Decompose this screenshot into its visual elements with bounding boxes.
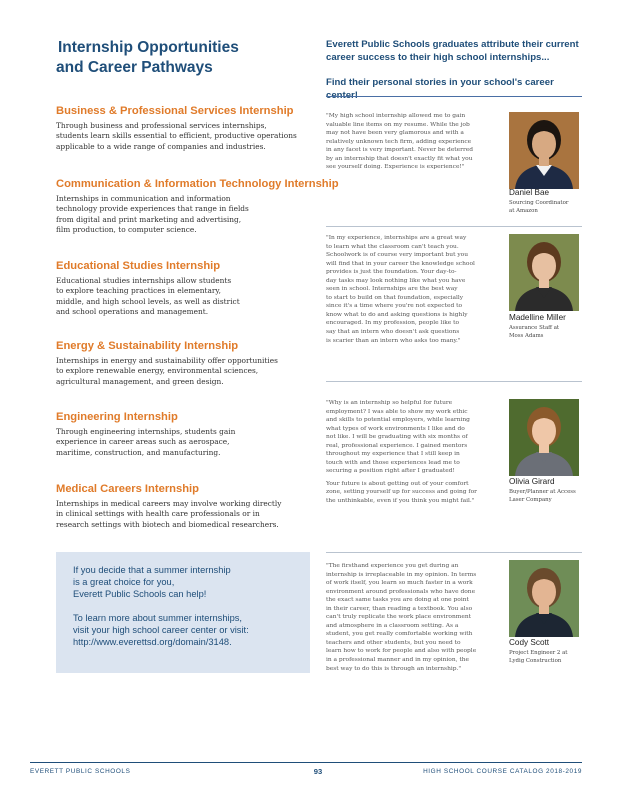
person-role (509, 489, 584, 504)
section-body-line: technology provide experiences that range in fields (56, 204, 249, 214)
quote-line: seen in school. Internships are the best way (326, 286, 458, 293)
quote-line: will find that in your career the knowledge school (326, 260, 475, 267)
testimonial-divider (326, 381, 582, 382)
role-line: Project Engineer 2 at (509, 650, 568, 656)
section-body-line: applicable to a wide range of companies and industries. (56, 141, 266, 151)
quote-line: since it's a time where you're not expected to (326, 303, 463, 310)
callout-line: If you decide that a summer internship (73, 565, 231, 575)
person-role (509, 325, 584, 340)
section-body-line: Educational studies internships allow students (56, 276, 232, 285)
section-body (56, 356, 311, 387)
testimonials-header (326, 38, 582, 102)
quote-line: of work itself, you learn so much faster in a work (326, 580, 473, 587)
quote-paragraph (326, 399, 494, 476)
section-body (56, 499, 311, 530)
section-business (56, 104, 311, 152)
person-caption (509, 477, 584, 504)
quote-line: say that an intern who doesn't ask questions (326, 329, 460, 336)
callout-paragraph (73, 564, 300, 600)
role-line: Buyer/Planner at Access (509, 489, 576, 495)
person-caption (509, 188, 584, 215)
quote-line: in their career, than reading a textbook. You also (326, 605, 473, 612)
section-body (56, 427, 311, 458)
portrait-illustration (509, 112, 579, 189)
section-body-line: middle, and high school levels, as well as district (56, 296, 240, 306)
portrait-photo (509, 560, 579, 637)
quote-line: can't truly replicate the work place environment (326, 614, 471, 621)
portrait-photo (509, 399, 579, 476)
quote-line: "Why is an internship so helpful for future (326, 400, 453, 406)
quote-line: best way to do this is through an internship." (326, 665, 462, 672)
section-heading: Educational Studies Internship (56, 260, 221, 272)
section-body-line: maritime, construction, and manufacturing. (56, 447, 221, 457)
page-title-line-2: and Career Pathways (56, 59, 213, 76)
quote-line: internship is irreplaceable in my opinion. In terms (326, 571, 477, 578)
portrait-illustration (509, 560, 579, 637)
person-name: Cody Scott (509, 638, 550, 647)
section-body-line: Through engineering internships, students gain (56, 427, 236, 436)
quote-line: to start to build on that foundation, especially (326, 294, 464, 301)
quote-line: encouraged. In my profession, people like to (326, 320, 460, 327)
section-body-line: experience in career areas such as aerospace, (56, 437, 230, 447)
portrait-illustration (509, 399, 579, 476)
quote-line: see yourself doing. Experience is experience!" (326, 164, 465, 171)
section-body-line: research settings with biotech and biomedical researchers. (56, 519, 279, 529)
quote-line: and atmosphere in a classroom setting. As a (326, 622, 459, 629)
quote-line: "My high school internship allowed me to gain (326, 113, 466, 119)
headline-line: career success to their high school internships... (326, 52, 550, 63)
section-energy (56, 339, 311, 387)
callout-line: To learn more about summer internships, (73, 613, 242, 623)
quote-line: touch with and those experiences lead me to (326, 459, 460, 466)
section-body (56, 194, 311, 235)
callout-line: Everett Public Schools can help! (73, 589, 207, 599)
testimonial-quote (326, 562, 494, 673)
section-body (56, 121, 311, 152)
person-role (509, 200, 584, 215)
page-title-block (56, 38, 311, 78)
section-body-line: to explore renewable energy, environmental sciences, (56, 366, 259, 376)
quote-line: is scarier than an intern who asks too many." (326, 337, 461, 344)
quote-line: know what to do and asking questions is highly (326, 311, 468, 318)
quote-line: environment around professionals who have done (326, 588, 476, 595)
section-body-line: Internships in energy and sustainability offer opportunities (56, 356, 278, 365)
page-title-line-1: Internship Opportunities (58, 39, 239, 56)
portrait-photo (509, 234, 579, 311)
testimonials-headline (326, 38, 582, 64)
quote-line: Schoolwork is of course very important but you (326, 252, 468, 259)
section-body (56, 276, 311, 317)
person-caption (509, 313, 584, 340)
quote-line: what types of work environments I like and do (326, 425, 465, 432)
quote-line: student, you get really comfortable working with (326, 631, 473, 638)
section-educational (56, 259, 311, 317)
quote-line: Your future is about getting out of your comfort (326, 480, 469, 487)
header-divider (326, 96, 582, 97)
section-heading: Business & Professional Services Internship (56, 105, 294, 117)
portrait-photo (509, 112, 579, 189)
callout-line: is a great choice for you, (73, 577, 175, 587)
person-role (509, 650, 584, 665)
quote-line: real, professional experience. I gained mentors (326, 442, 468, 449)
section-heading: Medical Careers Internship (56, 483, 200, 495)
person-caption (509, 638, 584, 665)
internship-callout-box (56, 552, 310, 673)
quote-line: throughout my experience that I still keep in (326, 451, 460, 458)
quote-line: to learn what the classroom can't teach you. (326, 243, 459, 250)
portrait-illustration (509, 234, 579, 311)
quote-line: in any facet is very important. Never be deterred (326, 147, 474, 154)
quote-line: and skills to potential employers, while learning (326, 417, 470, 424)
quote-line: the unthinkable, even if you think you might fail." (326, 498, 475, 505)
quote-paragraph (326, 480, 494, 506)
quote-paragraph (326, 112, 494, 172)
quote-line: valuable line items on my resume. While the job (326, 121, 470, 128)
quote-line: learn how to work for people and also with people (326, 648, 477, 655)
footer-right: HIGH SCHOOL COURSE CATALOG 2018-2019 (423, 768, 582, 775)
testimonial-quote (326, 399, 494, 506)
person-name: Daniel Bae (509, 188, 550, 197)
person-name: Madelline Miller (509, 313, 566, 322)
person-name: Olivia Girard (509, 477, 555, 486)
quote-line: "The firsthand experience you get during an (326, 563, 459, 569)
quote-paragraph (326, 234, 494, 345)
quote-line: in a professional manner and in my opinion, the (326, 657, 470, 664)
quote-line: teachers and other students, but you need to (326, 639, 461, 646)
section-body-line: students learn skills essential to efficient, productive operations (56, 131, 297, 141)
section-body-line: agricultural management, and green design. (56, 376, 224, 386)
section-body-line: and school operations and management. (56, 306, 209, 316)
section-communication (56, 177, 339, 235)
quote-line: securing a position right after I graduated! (326, 468, 455, 475)
role-line: Moss Adams (509, 332, 544, 339)
testimonial-divider (326, 226, 582, 227)
role-line: Laser Company (509, 496, 552, 503)
quote-line: relatively unknown tech firm, adding experience (326, 138, 472, 145)
quote-line: zone, setting yourself up for success and going for (326, 489, 477, 496)
page-title (56, 38, 311, 78)
section-body-line: in clinical settings with health care professionals or in (56, 509, 260, 519)
quote-line: day tasks may look nothing like what you have (326, 277, 466, 284)
role-line: at Amazon (509, 207, 538, 214)
callout-paragraph (73, 612, 300, 648)
quote-line: by an internship that doesn't exactly fit what you (326, 155, 473, 162)
testimonial-divider (326, 552, 582, 553)
quote-paragraph (326, 562, 494, 673)
quote-line: provides is just the foundation. Your day-to- (326, 269, 457, 276)
footer-left: EVERETT PUBLIC SCHOOLS (30, 768, 131, 775)
quote-line: employment? I was able to show my work ethic (326, 408, 468, 415)
section-body-line: film production, to computer science. (56, 224, 197, 234)
footer-divider (30, 762, 582, 763)
quote-line: may not have been very glamorous and with a (326, 130, 464, 137)
quote-line: the exact same tasks you are doing at one point (326, 597, 469, 604)
callout-line: visit your high school career center or visit: (73, 625, 249, 635)
section-medical (56, 482, 311, 530)
testimonial-quote (326, 112, 494, 172)
role-line: Lydig Construction (509, 657, 562, 664)
testimonial-quote (326, 234, 494, 345)
section-heading: Communication & Information Technology Internship (56, 178, 339, 190)
section-body-line: to explore teaching practices in elementary, (56, 286, 221, 296)
role-line: Assurance Staff at (509, 325, 560, 331)
section-heading: Engineering Internship (56, 411, 178, 423)
section-body-line: Internships in communication and information (56, 194, 231, 203)
page-number: 93 (313, 767, 323, 776)
testimonials-subhead: Find their personal stories in your school's career center! (326, 77, 554, 101)
section-body-line: from digital and print marketing and advertising, (56, 214, 242, 224)
headline-line: Everett Public Schools graduates attribute their current (326, 39, 579, 50)
quote-line: not like. I will be graduating with six months of (326, 434, 468, 441)
quote-line: "In my experience, internships are a great way (326, 235, 467, 241)
section-body-line: Internships in medical careers may involve working directly (56, 499, 282, 508)
section-heading: Energy & Sustainability Internship (56, 340, 239, 352)
section-body-line: Through business and professional services internships, (56, 121, 267, 130)
section-engineering (56, 410, 311, 458)
callout-link[interactable]: http://www.everettsd.org/domain/3148. (73, 637, 232, 647)
role-line: Sourcing Coordinator (509, 200, 569, 206)
